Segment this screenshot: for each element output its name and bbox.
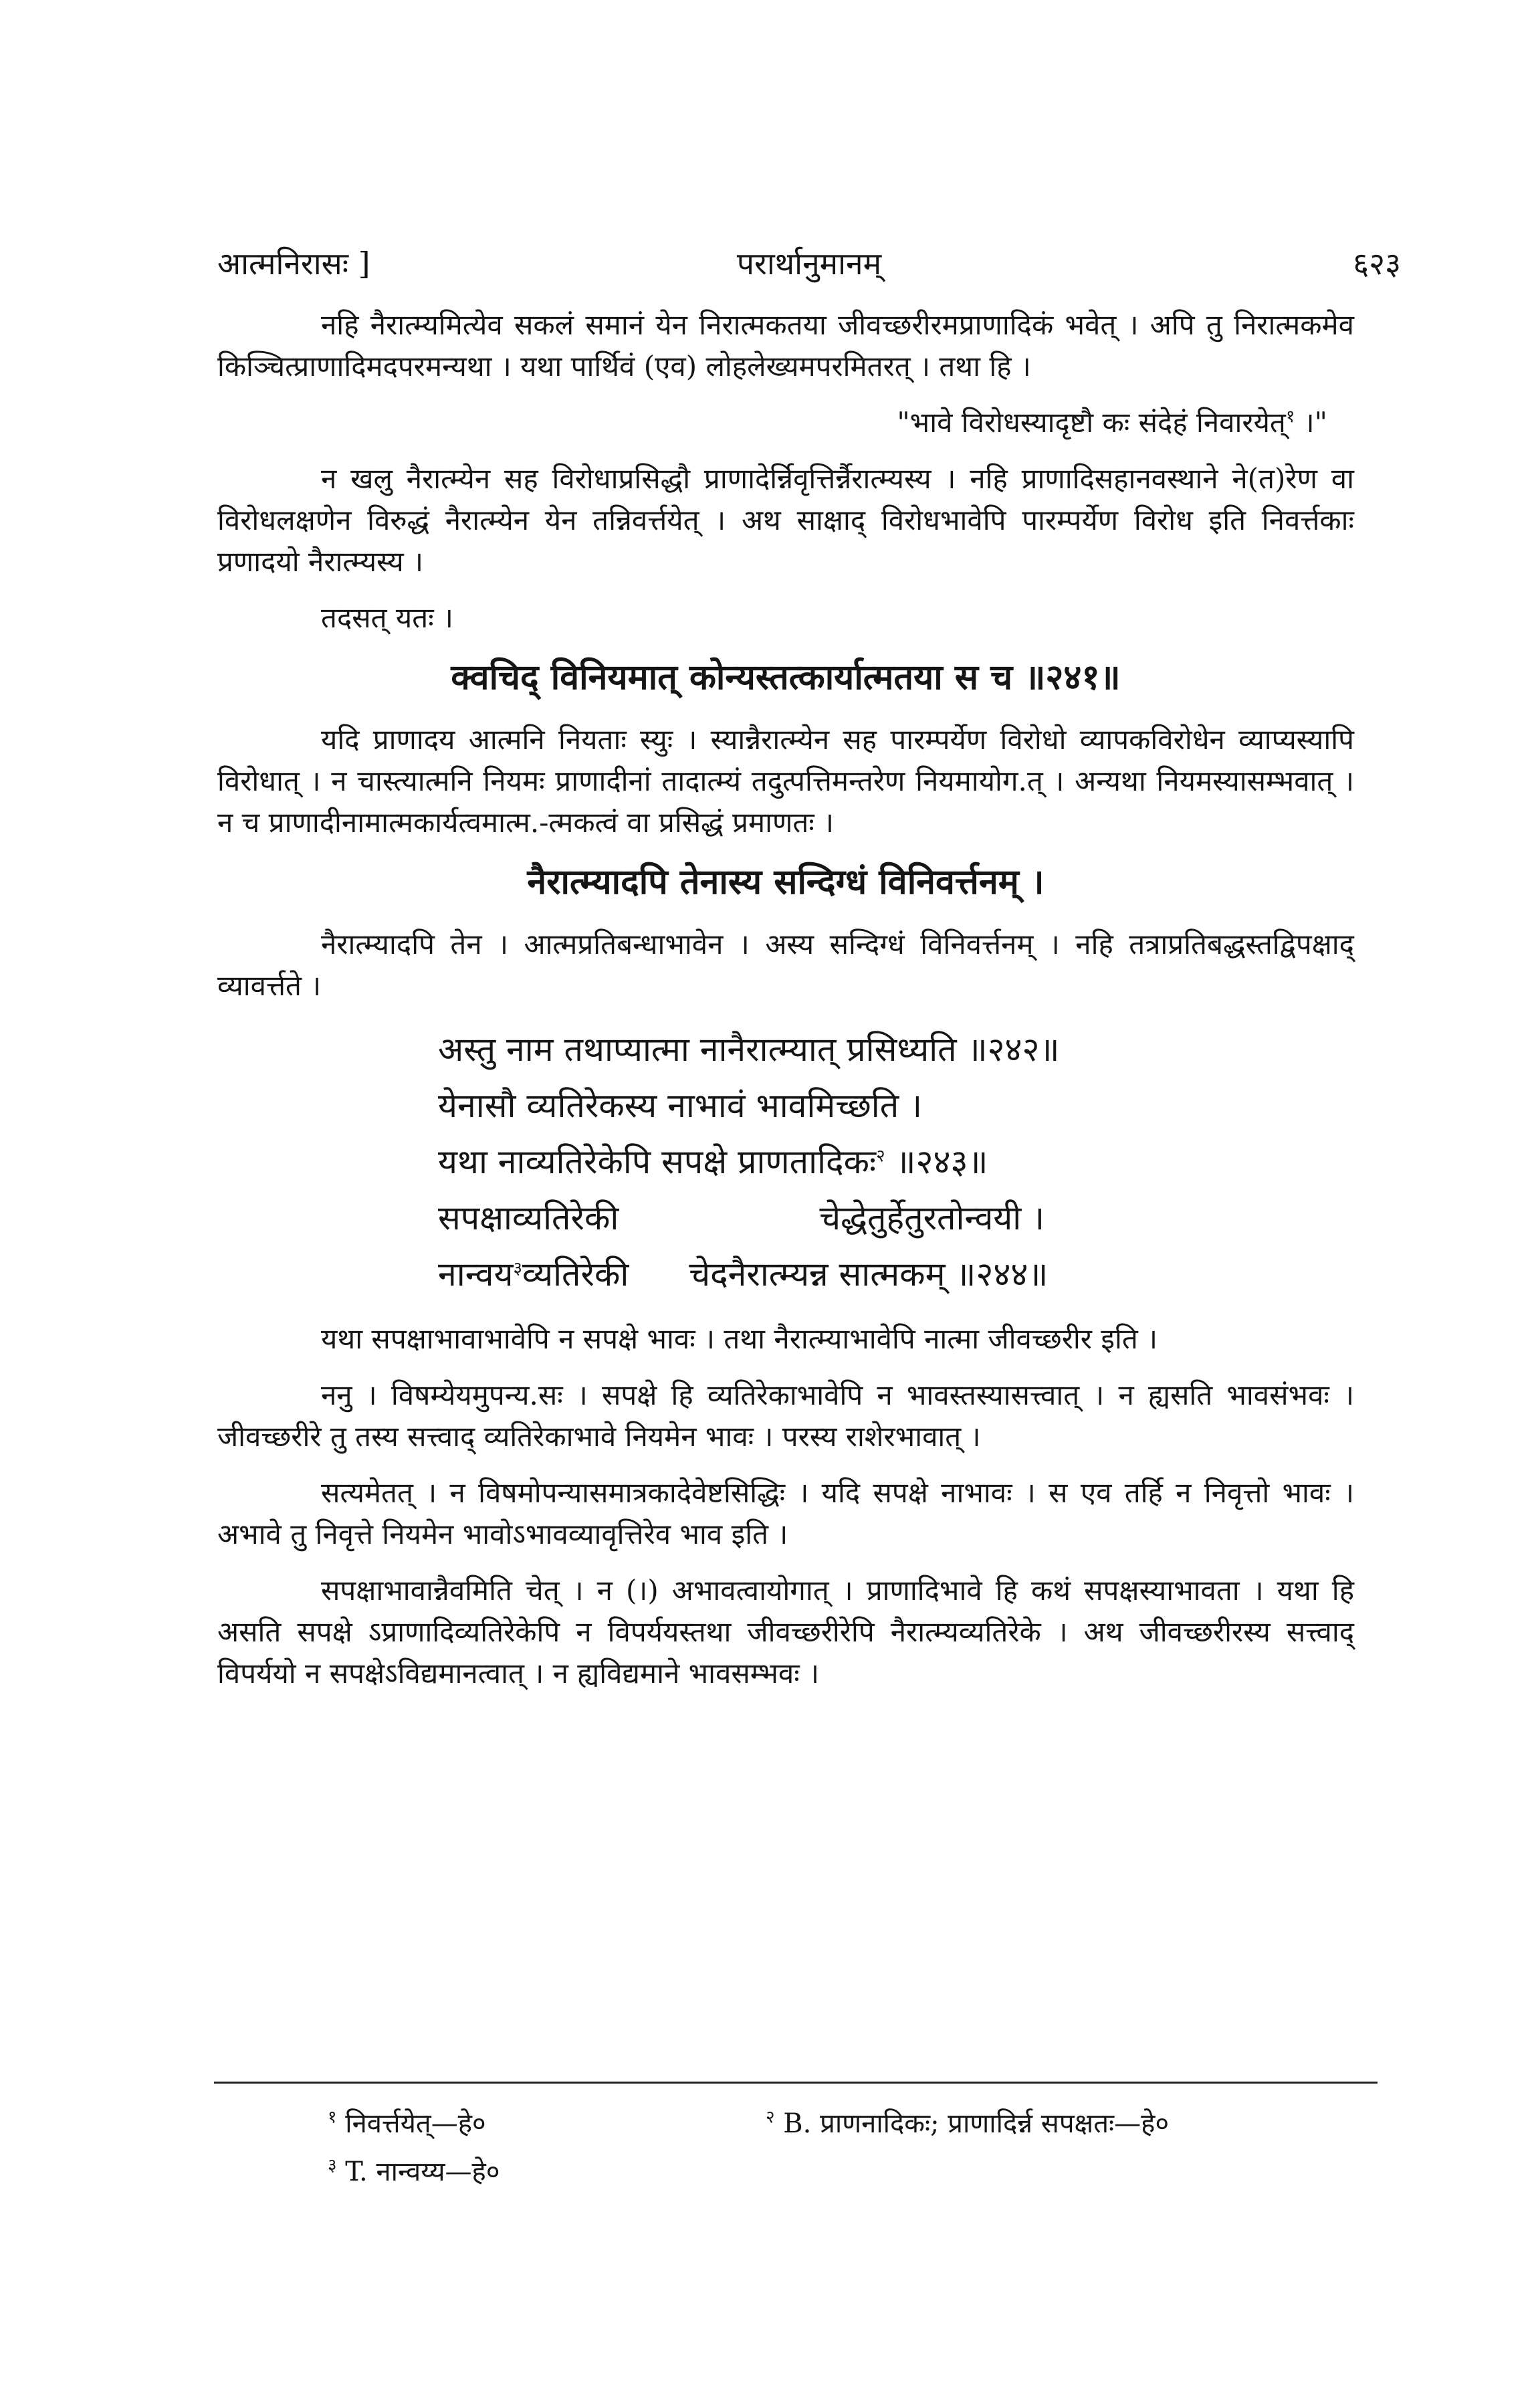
footnote-text: B. प्राणनादिकः; प्राणादिर्न्न सपक्षतः—हे० — [783, 2108, 1170, 2139]
paragraph: यथा सपक्षाभावाभावेपि न सपक्षे भावः । तथा नैरात्म्याभावेपि नात्मा जीवच्छरीर इति । — [321, 1322, 1158, 1355]
footnotes — [328, 2100, 1371, 2197]
verse-text: व्यतिरेकी — [522, 1255, 629, 1294]
footnote-text: निवर्त्तयेत्—हे० — [345, 2108, 486, 2139]
verse-text: यथा नाव्यतिरेकेपि सपक्षे प्राणतादिकः — [438, 1142, 877, 1181]
verse-text: नान्वय — [438, 1255, 514, 1294]
verse-244-line-1 — [438, 1190, 1354, 1246]
verse-241: क्वचिद् विनियमात् कोन्यस्तत्कार्यात्मतया स च ॥२४१॥ — [451, 657, 1121, 698]
footnote-3 — [328, 2156, 500, 2187]
paragraph: तदसत् यतः । — [321, 601, 453, 634]
verse-text: चेदनैरात्म्यन्न सात्मकम् ॥२४४॥ — [689, 1255, 1049, 1294]
quotation-end: ।" — [1295, 406, 1327, 439]
quotation — [217, 402, 1327, 443]
footnote-ref: २ — [876, 1146, 885, 1167]
footnote-2 — [766, 2100, 1169, 2147]
verse-242: अस्तु नाम तथाप्यात्मा नानैरात्म्यात् प्रसिध्यति ॥२४२॥ — [438, 1030, 1060, 1069]
footnote-divider — [214, 2082, 1378, 2084]
footnote-marker: १ — [328, 2107, 337, 2128]
footnote-marker: २ — [766, 2107, 775, 2128]
verse-243-line-1: येनासौ व्यतिरेकस्य नाभावं भावमिच्छति । — [438, 1086, 923, 1125]
quotation-text: "भावे विरोधस्यादृष्टौ कः संदेहं निवारयेत् — [897, 406, 1286, 439]
verse-half: नैरात्म्यादपि तेनास्य सन्दिग्धं विनिवर्त्तनम् । — [527, 862, 1045, 902]
paragraph: नहि नैरात्म्यमित्येव सकलं समानं येन निरात्मकतया जीवच्छरीरमप्राणादिकं भवेत् । अपि तु निरात्मकमेव किञ्चित्प्राणादिमदपरमन्यथा । यथा पार्थिवं (एव) लोहलेख्यमपरमितरत् । तथा हि । — [217, 308, 1354, 383]
footnote-text: T. नान्वय्य—हे० — [345, 2156, 500, 2187]
footnote-ref: १ — [1285, 407, 1295, 427]
page-number: ६२३ — [1353, 245, 1401, 282]
footnote-1 — [328, 2108, 486, 2139]
verse-number: ॥२४३॥ — [885, 1142, 988, 1181]
footnote-row — [328, 2148, 1371, 2197]
paragraph: न खलु नैरात्म्येन सह विरोधाप्रसिद्धौ प्राणादेर्न्निवृत्तिर्न्नैरात्म्यस्य । नहि प्राणादिसहानवस्थाने ने(त)रेण वा विरोधलक्षणेन विरुद्धं नैरात्म्येन येन तन्निवर्त्तयेत् । अथ साक्षाद् विरोधभावेपि पारम्पर्येण विरोध इति निवर्त्तकाः प्रणादयो नैरात्म्यस्य । — [217, 462, 1354, 578]
footnote-marker: ३ — [328, 2155, 337, 2176]
paragraph: यदि प्राणादय आत्मनि नियताः स्युः । स्यान्नैरात्म्येन सह पारम्पर्येण विरोधो व्यापकविरोधेन व्याप्यस्यापि विरोधात् । न चास्त्यात्मनि नियमः प्राणादीनां तादात्म्यं तदुत्पत्तिमन्तरेण नियमायोग.त् । अन्यथा नियमस्यासम्भवात् । न च प्राणादीनामात्मकार्यत्वमात्म.-त्मकत्वं वा प्रसिद्धं प्रमाणतः । — [217, 723, 1354, 839]
paragraph: सत्यमेतत् । न विषमोपन्यासमात्रकादेवेष्टसिद्धिः । यदि सपक्षे नाभावः । स एव तर्हि न निवृत्तो भावः । अभावे तु निवृत्ते नियमेन भावोऽभावव्यावृत्तिरेव भाव इति । — [217, 1476, 1354, 1550]
verse-block — [438, 1021, 1354, 1302]
footnote-row — [328, 2100, 1371, 2148]
paragraph: नैरात्म्यादपि तेन । आत्मप्रतिबन्धाभावेन । अस्य सन्दिग्धं विनिवर्त्तनम् । नहि तत्राप्रतिबद्धस्तद्विपक्षाद् व्यावर्त्तते । — [217, 928, 1354, 1002]
paragraph: सपक्षाभावान्नैवमिति चेत् । न (।) अभावत्वायोगात् । प्राणादिभावे हि कथं सपक्षस्याभावता । यथा हि असति सपक्षे ऽप्राणादिव्यतिरेकेपि न विपर्ययस्तथा जीवच्छरीरेपि नैरात्म्यव्यतिरेके । अथ जीवच्छरीरस्य सत्त्वाद् विपर्ययो न सपक्षेऽविद्यमानत्वात् । न ह्यविद्यमाने भावसम्भवः । — [217, 1574, 1354, 1690]
verse-244-line-2 — [438, 1246, 1354, 1302]
verse-text: सपक्षाव्यतिरेकी — [438, 1199, 619, 1237]
chapter-title: आत्मनिरासः ] — [217, 245, 370, 282]
running-header — [217, 242, 1401, 282]
main-text — [217, 304, 1354, 1709]
footnote-ref: ३ — [513, 1258, 522, 1279]
section-title: परार्थानुमानम् — [736, 245, 882, 282]
verse-text: चेद्धेतुर्हेतुरतोन्वयी । — [819, 1199, 1045, 1237]
paragraph: ननु । विषम्येयमुपन्य.सः । सपक्षे हि व्यतिरेकाभावेपि न भावस्तस्यासत्त्वात् । न ह्यसति भावसंभवः । जीवच्छरीरे तु तस्य सत्त्वाद् व्यतिरेकाभावे नियमेन भावः । परस्य राशेरभावात् । — [217, 1379, 1354, 1453]
verse-243-line-2 — [438, 1134, 1354, 1190]
